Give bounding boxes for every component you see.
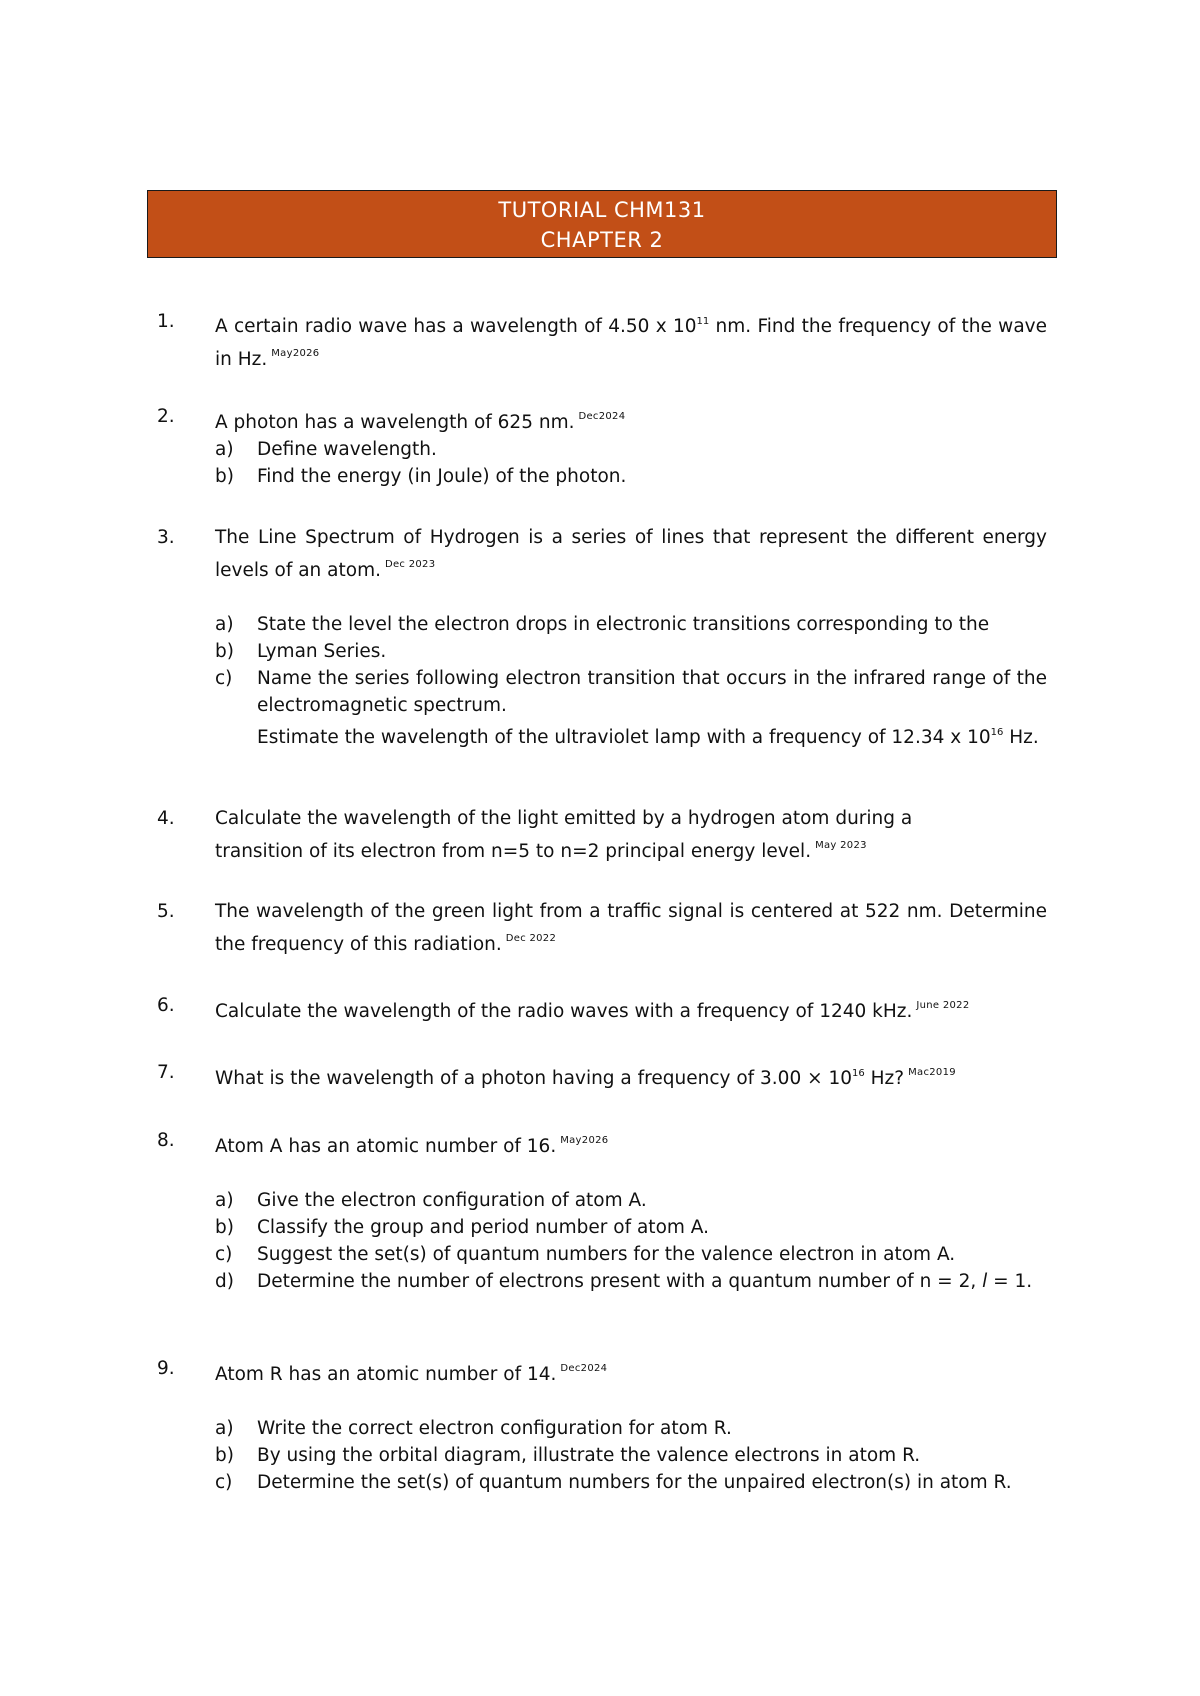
sub-question-a: a) Give the electron configuration of atom A. <box>215 1190 647 1211</box>
exam-tag: Dec 2023 <box>384 559 436 570</box>
exam-tag: May2026 <box>560 1135 609 1146</box>
title-line-2: CHAPTER 2 <box>540 228 664 252</box>
exam-tag: May 2023 <box>815 840 867 851</box>
exam-tag: Dec 2022 <box>505 933 557 944</box>
question-text: The Line Spectrum of Hydrogen is a series of lines that represent the different energy levels of an atom. $^{Dec 2023}$ <box>215 527 1047 581</box>
sub-question-b: b) Classify the group and period number of atom A. <box>215 1217 709 1238</box>
question-text: Atom R has an atomic number of 14. $^{Dec2024}$ <box>215 1363 608 1385</box>
sub-question-c: c) Determine the set(s) of quantum numbers for the unpaired electron(s) in atom R. <box>215 1472 1012 1493</box>
question-text: The wavelength of the green light from a traffic signal is centered at 522 nm. Determine the frequency of this radiation. $^{Dec 2022}$ <box>215 901 1047 955</box>
question-text: A certain radio wave has a wavelength of 4.50 x $10^{11}$ nm. Find the frequency of the wave in Hz. $^{May2026}$ <box>215 316 1047 370</box>
question-text: Calculate the wavelength of the radio waves with a frequency of 1240 kHz. $^{June 2022}$ <box>215 1000 970 1022</box>
sub-question-b: b) By using the orbital diagram, illustrate the valence electrons in atom R. <box>215 1445 921 1466</box>
sub-question-b: b) Lyman Series. <box>215 641 387 662</box>
question-number: 5. <box>157 901 175 922</box>
sub-question-a: a) Define wavelength. <box>215 439 437 460</box>
exponent: 16 <box>852 1068 865 1079</box>
question-text: A photon has a wavelength of 625 nm. $^{Dec2024}$ <box>215 411 626 433</box>
question-number: 7. <box>157 1062 175 1083</box>
quantum-number-l: l <box>982 1271 988 1292</box>
question-number: 2. <box>157 406 175 427</box>
title-banner <box>147 190 1057 258</box>
question-number: 9. <box>157 1358 175 1379</box>
sub-question-a: a) Write the correct electron configuration for atom R. <box>215 1418 732 1439</box>
sub-question-a: a) State the level the electron drops in electronic transitions corresponding to the <box>215 614 990 635</box>
question-number: 6. <box>157 995 175 1016</box>
question-number: 1. <box>157 311 175 332</box>
question-number: 4. <box>157 808 175 829</box>
exponent: 16 <box>990 727 1004 738</box>
sub-question-c: c) Name the series following electron transition that occurs in the infrared range of the electromagnetic spectrum. <box>215 668 1047 716</box>
exponent: 11 <box>696 316 710 327</box>
question-text: Atom A has an atomic number of 16. $^{May2026}$ <box>215 1135 609 1157</box>
exam-tag: Dec2024 <box>578 411 626 422</box>
exam-tag: Dec2024 <box>560 1363 608 1374</box>
question-text: What is the wavelength of a photon having a frequency of $3.00 \times 10^{16}$ Hz? $^{Mac2019}$ <box>215 1067 956 1089</box>
question-number: 8. <box>157 1130 175 1151</box>
sub-question-b: b) Find the energy (in Joule) of the photon. <box>215 466 627 487</box>
exam-tag: Mac2019 <box>908 1067 956 1078</box>
sub-question-estimate: Estimate the wavelength of the ultraviolet lamp with a frequency of 12.34 x $10^{16}$ Hz. <box>257 727 1039 748</box>
question-text: Calculate the wavelength of the light emitted by a hydrogen atom during a transition of its electron from n=5 to n=2 principal energy level. $^{May 2023}$ <box>215 808 913 862</box>
sub-question-c: c) Suggest the set(s) of quantum numbers for the valence electron in atom A. <box>215 1244 956 1265</box>
sub-question-d: d) Determine the number of electrons present with a quantum number of n = 2, l = 1. <box>215 1271 1033 1292</box>
question-number: 3. <box>157 527 175 548</box>
exam-tag: May2026 <box>271 348 320 359</box>
title-line-1: TUTORIAL CHM131 <box>498 198 706 222</box>
exam-tag: June 2022 <box>916 1000 970 1011</box>
